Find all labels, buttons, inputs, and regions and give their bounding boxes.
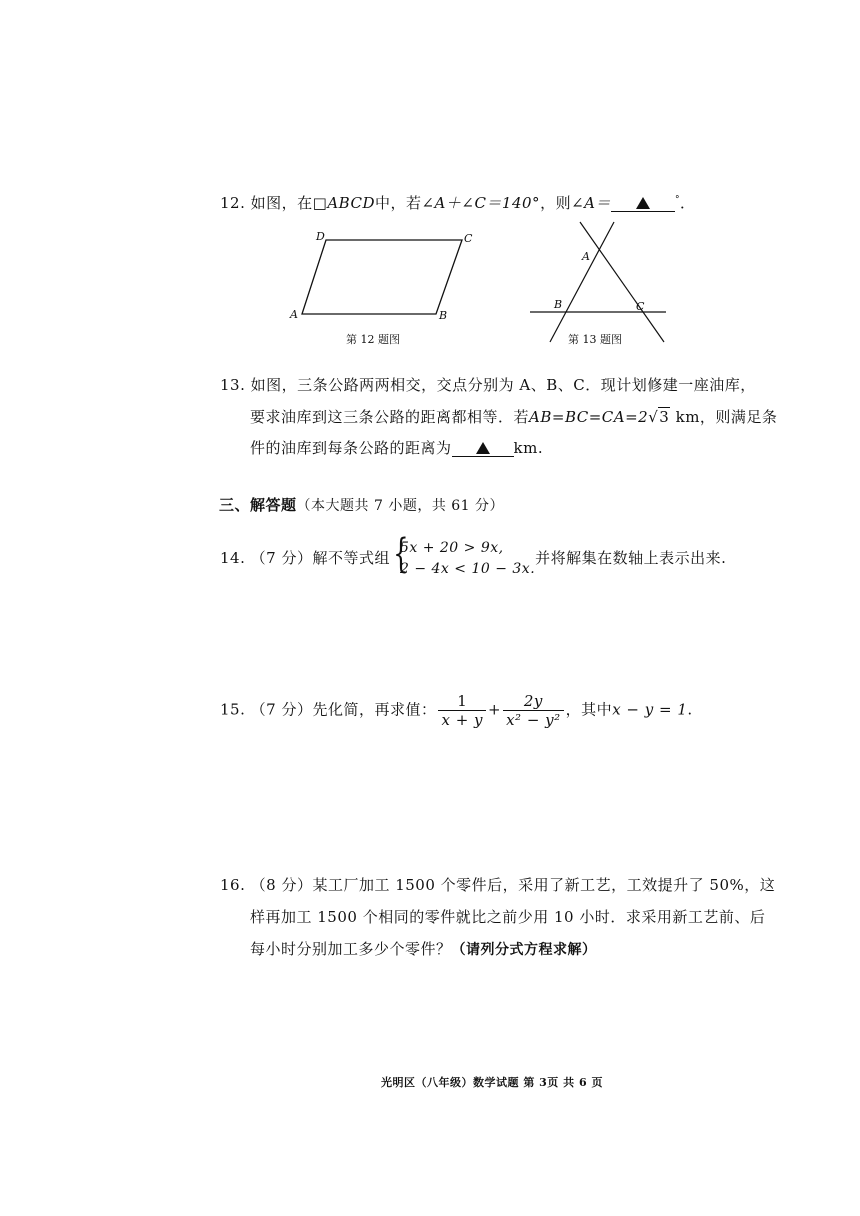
q14: [220, 531, 727, 580]
fig13-three-roads: [526, 214, 672, 346]
q16-line3: [250, 938, 597, 959]
q12-ask: ∠A＝: [571, 194, 611, 212]
label-b: B: [554, 298, 563, 311]
q13-line2-a: 要求油库到这三条公路的距离都相等．若: [250, 408, 530, 426]
q15-number: 15.: [220, 700, 246, 719]
fig13-caption: 第 13 题图: [568, 333, 622, 346]
q16-line3-a: 每小时分别加工多少个零件？: [250, 940, 452, 958]
q14-text-a: 解不等式组: [312, 549, 390, 567]
triangle-icon: [476, 442, 490, 454]
q12-parallelogram: □ABCD: [312, 194, 375, 212]
fig12-parallelogram: [284, 226, 484, 326]
q15-condition: x − y = 1: [612, 700, 688, 719]
q14-text-b: 并将解集在数轴上表示出来.: [535, 549, 727, 567]
q16-line3-b: （请列分式方程求解）: [451, 942, 597, 958]
q12-text-a: 如图，在: [250, 194, 313, 212]
q13-number: 13.: [220, 376, 246, 394]
section-title: 三、解答题: [219, 496, 297, 514]
q12-expression: ∠A＋∠C＝140°: [421, 194, 541, 212]
fraction-1-numerator: 1: [438, 692, 486, 711]
fraction-1: [438, 692, 486, 729]
q12-text: [220, 192, 696, 213]
fraction-1-denominator: x + y: [441, 711, 484, 729]
fraction-2-denominator: x² − y²: [506, 711, 561, 729]
q13-line3: [250, 437, 543, 458]
q14-number: 14.: [220, 549, 246, 567]
q13-answer-blank: [452, 440, 514, 457]
section-heading: [219, 494, 504, 515]
brace-icon: {: [393, 531, 409, 577]
q13-equation: AB=BC=CA=2: [529, 408, 649, 426]
q14-points: （7 分）: [250, 549, 313, 567]
q16-line1-text: 某工厂加工 1500 个零件后，采用了新工艺，工效提升了 50%，这: [312, 876, 776, 894]
q13-line2-b: km，则满足条: [675, 408, 778, 426]
q13-unit: km.: [513, 439, 544, 457]
q13-line3-a: 件的油库到每条公路的距离为: [250, 439, 452, 457]
q16-number: 16.: [220, 876, 246, 894]
q13-line1: [220, 374, 756, 395]
q13-radicand: 3: [659, 408, 670, 426]
fraction-2-numerator: 2y: [503, 692, 564, 711]
label-b: B: [439, 309, 448, 322]
label-d: D: [316, 230, 325, 243]
q12-unit: °: [674, 195, 680, 205]
label-a: A: [582, 250, 590, 263]
q15-text-a: 先化简，再求值：: [312, 700, 437, 719]
label-c: C: [464, 232, 473, 245]
q15-end: .: [687, 700, 693, 719]
q12-end: ．: [679, 194, 696, 212]
q16-line1: [220, 874, 775, 895]
road-ac: [580, 222, 664, 342]
section-note: （本大题共 7 小题，共 61 分）: [296, 498, 505, 514]
q12-answer-blank: [611, 195, 675, 212]
fraction-2: [503, 692, 564, 729]
q13-line2: 要求油库到这三条公路的距离都相等．若AB=BC=CA=2√3 km，则满足条: [250, 408, 778, 426]
q12-text-c: ，则: [540, 194, 572, 212]
triangle-icon: [636, 197, 650, 209]
road-ab: [550, 222, 614, 342]
q13-line1-text: 如图，三条公路两两相交，交点分别为 A、B、C．现计划修建一座油库，: [250, 376, 756, 394]
inequality-system: [390, 531, 536, 580]
plus-sign: +: [488, 700, 502, 719]
label-c: C: [636, 300, 645, 313]
inequality-2: 2 − 4x < 10 − 3x.: [399, 561, 536, 577]
q15: [220, 692, 693, 729]
fig12-caption: 第 12 题图: [346, 333, 400, 346]
page-footer: 光明区（八年级）数学试题 第 3页 共 6 页: [381, 1076, 603, 1089]
parallelogram-shape: [302, 240, 462, 314]
q12-number: 12.: [220, 194, 246, 212]
label-a: A: [290, 308, 298, 321]
q16-line2: 样再加工 1500 个相同的零件就比之前少用 10 小时．求采用新工艺前、后: [250, 908, 766, 926]
inequality-1: 5x + 20 > 9x,: [399, 540, 504, 556]
q15-points: （7 分）: [250, 700, 313, 719]
q16-points: （8 分）: [250, 876, 313, 894]
q15-text-b: ，其中: [565, 700, 613, 719]
q12-text-b: 中，若: [374, 194, 422, 212]
